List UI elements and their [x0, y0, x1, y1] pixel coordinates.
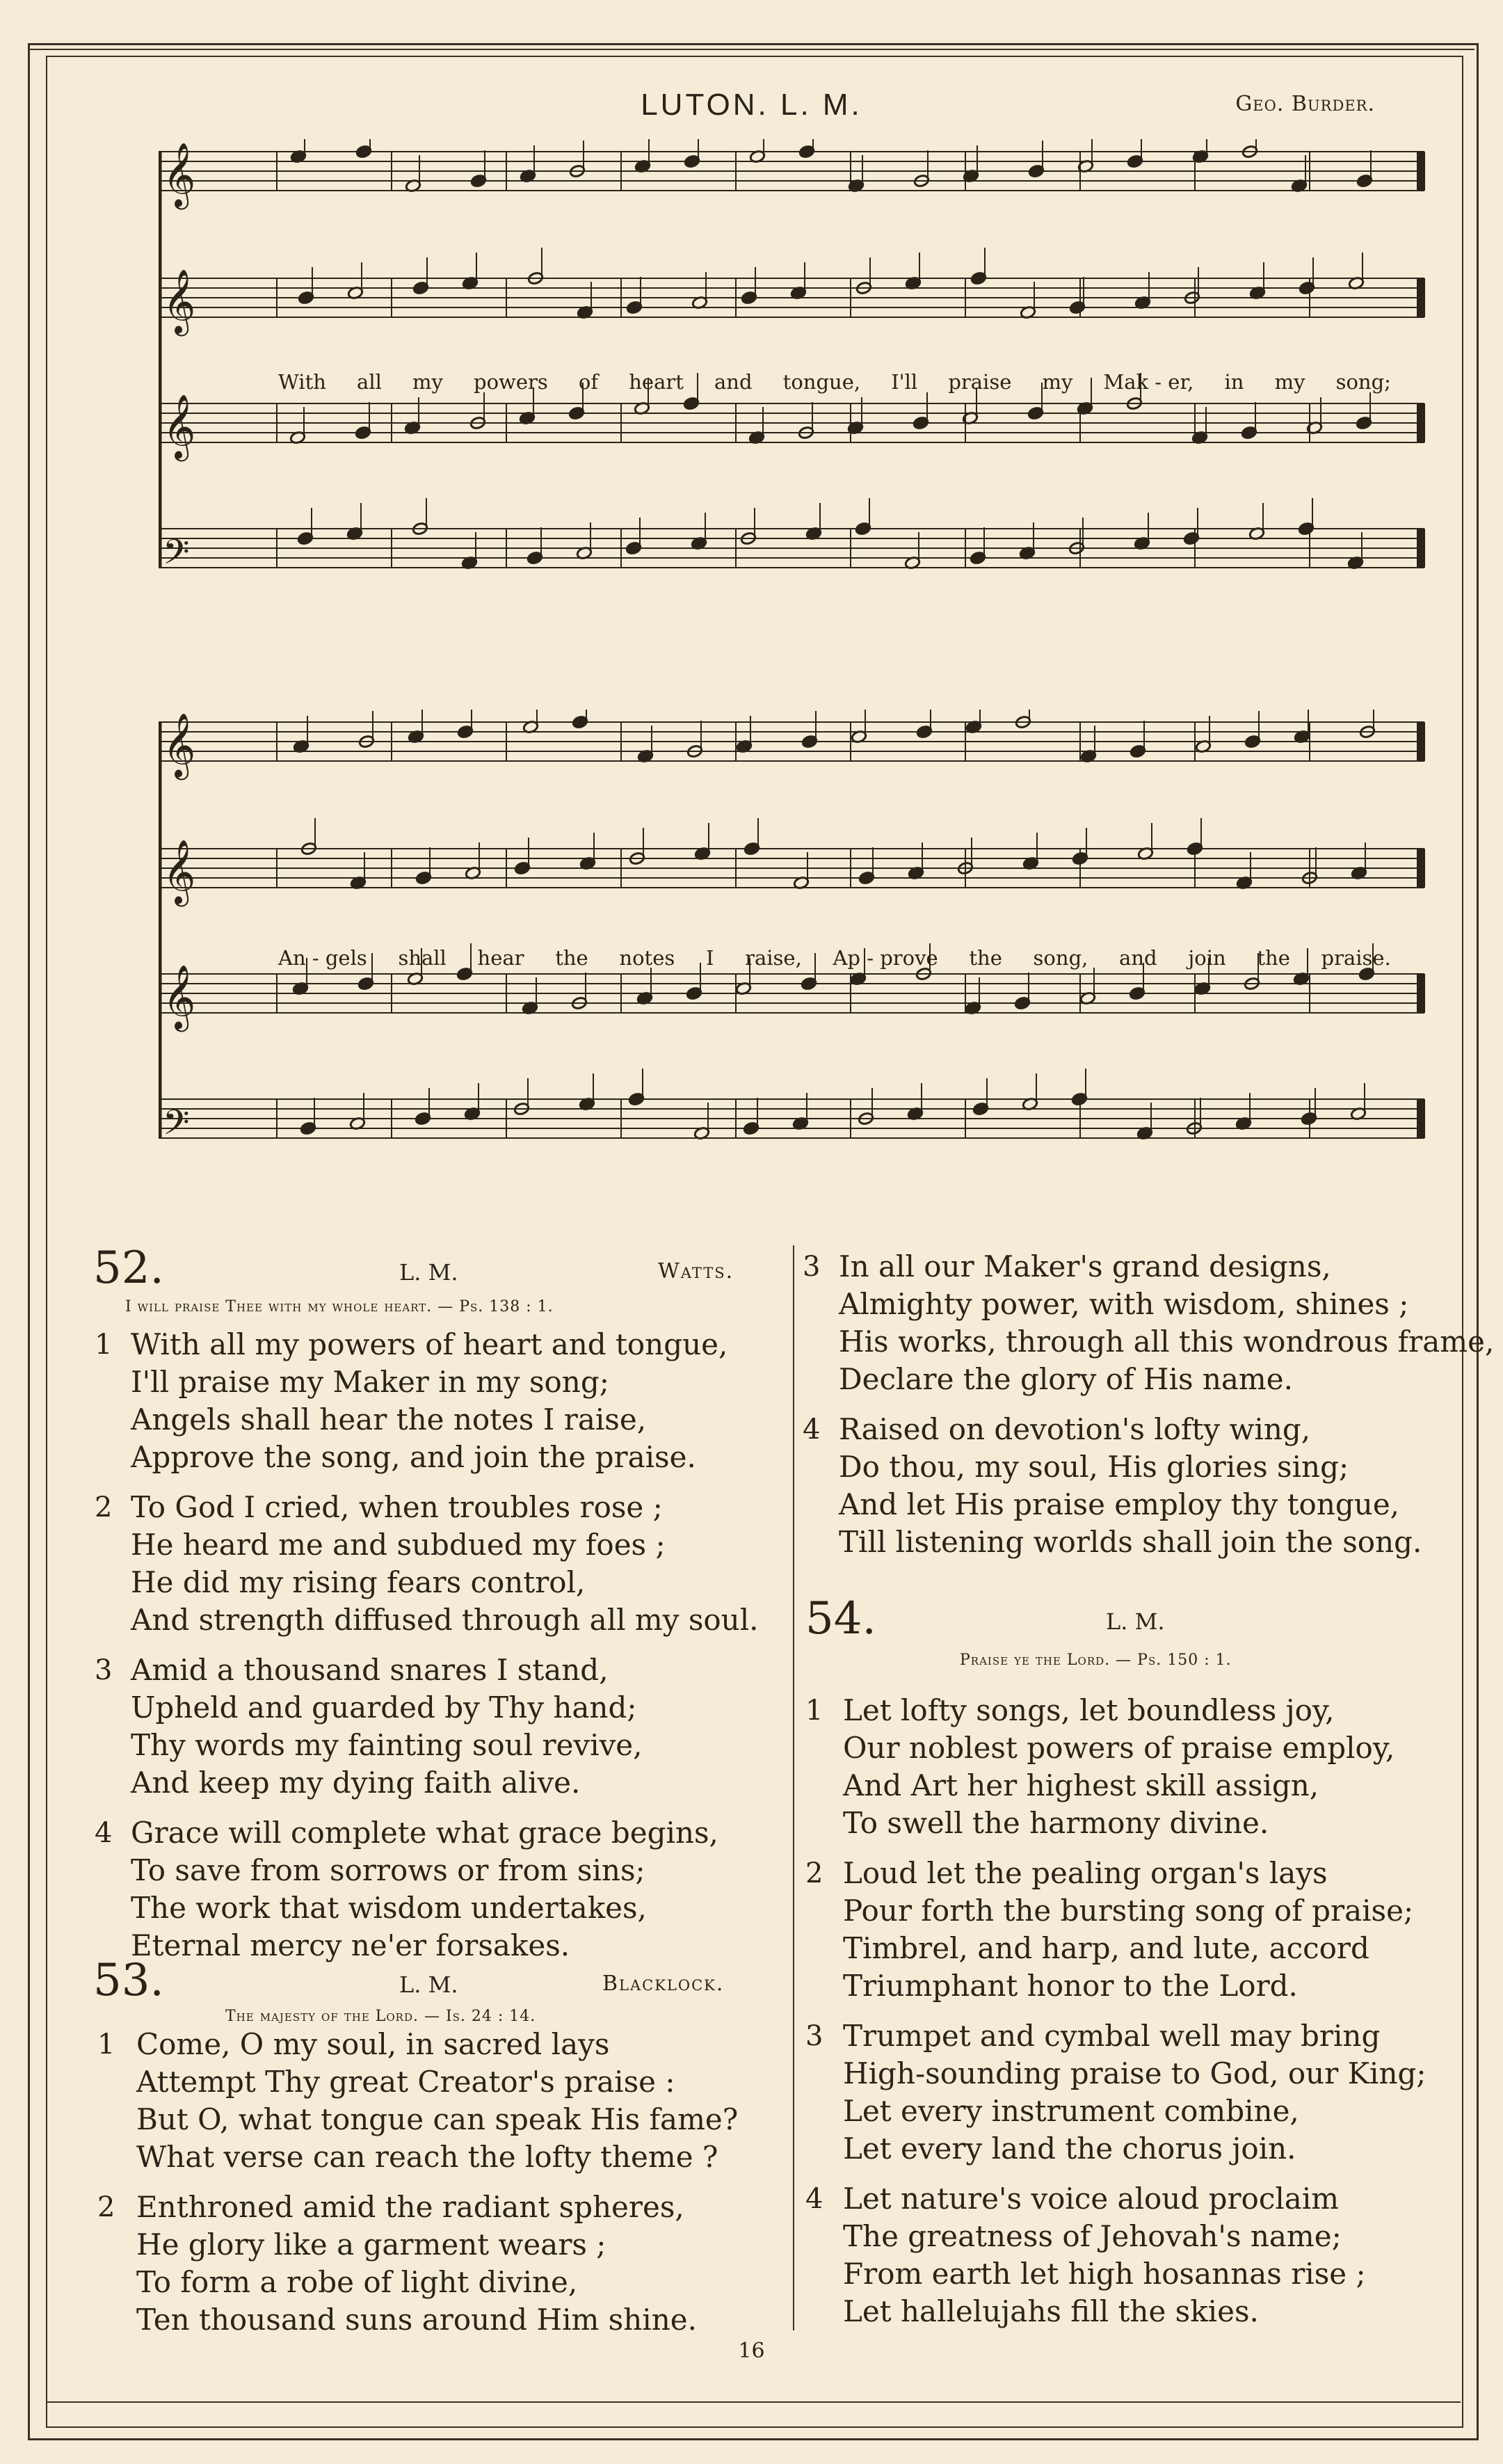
lyric-syllable: tongue, — [782, 370, 861, 394]
hymn-53-meter: L. M. — [399, 1971, 458, 1998]
verse-number: 1 — [97, 2029, 115, 2061]
verse-line: But O, what tongue can speak His fame? — [136, 2102, 739, 2136]
hymn-52-author: Watts. — [658, 1259, 734, 1283]
verse-line: To save from sorrows or from sins; — [131, 1853, 645, 1887]
verse-line: Let every instrument combine, — [843, 2094, 1299, 2128]
bass-clef-icon: 𝄢 — [163, 1103, 190, 1151]
verse-number: 3 — [95, 1654, 113, 1686]
verse-line: Eternal mercy ne'er forsakes. — [131, 1928, 570, 1962]
tune-title: LUTON. L. M. — [641, 88, 862, 122]
verse-line: Let nature's voice aloud proclaim — [843, 2182, 1340, 2216]
lyric-syllable: all — [357, 370, 382, 394]
lyric-syllable: An - gels — [278, 946, 367, 970]
verse-number: 4 — [95, 1817, 113, 1849]
verse-line: Let hallelujahs fill the skies. — [843, 2294, 1259, 2328]
final-bar — [1417, 529, 1423, 568]
verse-line: Timbrel, and harp, and lute, accord — [843, 1931, 1369, 1965]
final-bar — [1417, 974, 1423, 1013]
lyric-line-2 — [278, 946, 1391, 970]
verse-line: The greatness of Jehovah's name; — [843, 2219, 1342, 2253]
lyric-syllable: my — [412, 370, 443, 394]
verse-line: Grace will complete what grace begins, — [131, 1816, 718, 1850]
treble-clef-icon: 𝄞 — [163, 964, 196, 1029]
treble-clef-icon: 𝄞 — [163, 269, 196, 333]
final-bar — [1417, 722, 1423, 761]
lyric-syllable: join — [1188, 946, 1226, 970]
lyric-syllable: shall — [398, 946, 447, 970]
hymn-53-subtitle: The majesty of the Lord. — Is. 24 : 14. — [225, 2008, 536, 2025]
verse-number: 1 — [95, 1329, 113, 1361]
lyric-syllable: Mak - er, — [1103, 370, 1194, 394]
verse-line: What verse can reach the lofty theme ? — [136, 2140, 718, 2174]
lyric-syllable: my — [1042, 370, 1073, 394]
lyric-syllable: I — [705, 946, 714, 970]
verse-line: Raised on devotion's lofty wing, — [839, 1412, 1311, 1446]
verse-number: 3 — [803, 1251, 821, 1283]
hymn-52-meter: L. M. — [399, 1259, 458, 1286]
verse-number: 4 — [805, 2183, 823, 2215]
bass-clef-icon: 𝄢 — [163, 532, 190, 581]
verse-line: Angels shall hear the notes I raise, — [131, 1402, 647, 1437]
verse-number: 2 — [805, 1857, 823, 1889]
verse-number: 1 — [805, 1695, 823, 1727]
hymn-52-subtitle: I will praise Thee with my whole heart. — Ps. 138 : 1. — [125, 1298, 554, 1315]
verse-line: Trumpet and cymbal well may bring — [843, 2019, 1381, 2053]
verse-number: 3 — [805, 2020, 823, 2052]
final-bar — [1417, 152, 1423, 191]
verse-line: And let His praise employ thy tongue, — [839, 1487, 1400, 1521]
verse-line: Upheld and guarded by Thy hand; — [131, 1690, 637, 1725]
treble-clef-icon: 𝄞 — [163, 394, 196, 458]
verse-line: Approve the song, and join the praise. — [131, 1440, 696, 1474]
verse-line: To God I cried, when troubles rose ; — [131, 1490, 663, 1524]
hymn-53-number: 53. — [93, 1955, 164, 2006]
final-bar — [1417, 849, 1423, 888]
verse-line: He did my rising fears control, — [131, 1565, 586, 1599]
verse-line: Enthroned amid the radiant spheres, — [136, 2190, 684, 2224]
final-bar — [1417, 1099, 1423, 1138]
lyric-syllable: the — [555, 946, 588, 970]
verse-line: Loud let the pealing organ's lays — [843, 1856, 1328, 1890]
verse-line: From earth let high hosannas rise ; — [843, 2257, 1366, 2291]
verse-line: Pour forth the bursting song of praise; — [843, 1894, 1414, 1928]
treble-clef-icon: 𝄞 — [163, 142, 196, 207]
hymn-54-subtitle: Praise ye the Lord. — Ps. 150 : 1. — [960, 1651, 1232, 1669]
hymn-54-meter: L. M. — [1106, 1608, 1165, 1635]
verse-line: Amid a thousand snares I stand, — [131, 1653, 609, 1687]
lyric-syllable: hear — [477, 946, 524, 970]
lyric-syllable: praise — [948, 370, 1012, 394]
hymn-53-author: Blacklock. — [602, 1971, 725, 1996]
verse-line: With all my powers of heart and tongue, — [131, 1327, 728, 1361]
verse-number: 4 — [803, 1414, 821, 1446]
lyric-syllable: praise. — [1321, 946, 1391, 970]
column-divider — [793, 1245, 794, 2330]
lyric-syllable: raise, — [745, 946, 802, 970]
verse-line: Triumphant honor to the Lord. — [843, 1969, 1298, 2003]
lyric-syllable: With — [278, 370, 326, 394]
hymn-52-number: 52. — [93, 1242, 164, 1294]
treble-clef-icon: 𝄞 — [163, 712, 196, 777]
final-bar — [1417, 278, 1423, 317]
lyric-syllable: notes — [619, 946, 675, 970]
verse-line: Almighty power, with wisdom, shines ; — [839, 1287, 1409, 1321]
verse-line: And strength diffused through all my soul. — [131, 1603, 759, 1637]
verse-line: Declare the glory of His name. — [839, 1362, 1293, 1396]
verse-line: To form a robe of light divine, — [136, 2265, 578, 2299]
page-number: 16 — [738, 2339, 765, 2363]
verse-line: Our noblest powers of praise employ, — [843, 1731, 1395, 1765]
verse-line: Thy words my fainting soul revive, — [131, 1728, 643, 1762]
lyric-syllable: heart — [629, 370, 684, 394]
verse-line: Come, O my soul, in sacred lays — [136, 2027, 610, 2061]
lyric-syllable: I'll — [891, 370, 918, 394]
verse-line: Ten thousand suns around Him shine. — [136, 2303, 697, 2337]
treble-clef-icon: 𝄞 — [163, 839, 196, 904]
verse-line: In all our Maker's grand designs, — [839, 1249, 1331, 1283]
final-bar — [1417, 403, 1423, 442]
verse-line: Do thou, my soul, His glories sing; — [839, 1450, 1349, 1484]
verse-line: To swell the harmony divine. — [843, 1806, 1269, 1840]
hymn-54-number: 54. — [805, 1593, 876, 1645]
verse-line: His works, through all this wondrous frame, — [839, 1325, 1495, 1359]
lyric-syllable: my — [1274, 370, 1305, 394]
lyric-syllable: of — [578, 370, 599, 394]
lyric-syllable: Ap - prove — [833, 946, 938, 970]
verse-line: Attempt Thy great Creator's praise : — [136, 2065, 675, 2099]
verse-line: Let every land the chorus join. — [843, 2131, 1296, 2166]
verse-line: He glory like a garment wears ; — [136, 2227, 606, 2262]
lyric-syllable: song; — [1335, 370, 1391, 394]
verse-line: The work that wisdom undertakes, — [131, 1891, 647, 1925]
verse-line: Till listening worlds shall join the song. — [839, 1525, 1422, 1559]
tune-composer: Geo. Burder. — [1235, 92, 1375, 116]
verse-number: 2 — [97, 2191, 115, 2223]
lyric-syllable: and — [714, 370, 753, 394]
lyric-syllable: and — [1119, 946, 1157, 970]
lyric-syllable: in — [1224, 370, 1244, 394]
lyric-syllable: song, — [1033, 946, 1088, 970]
verse-line: Let lofty songs, let boundless joy, — [843, 1693, 1335, 1727]
verse-line: And keep my dying faith alive. — [131, 1766, 581, 1800]
verse-line: I'll praise my Maker in my song; — [131, 1365, 609, 1399]
verse-line: High-sounding praise to God, our King; — [843, 2056, 1426, 2090]
lyric-line-1 — [278, 370, 1391, 394]
lyric-syllable: the — [1257, 946, 1290, 970]
lyric-syllable: powers — [474, 370, 548, 394]
verse-number: 2 — [95, 1491, 113, 1523]
verse-line: He heard me and subdued my foes ; — [131, 1528, 666, 1562]
bottom-rule — [46, 2401, 1461, 2403]
verse-line: And Art her highest skill assign, — [843, 1768, 1319, 1802]
lyric-syllable: the — [969, 946, 1002, 970]
